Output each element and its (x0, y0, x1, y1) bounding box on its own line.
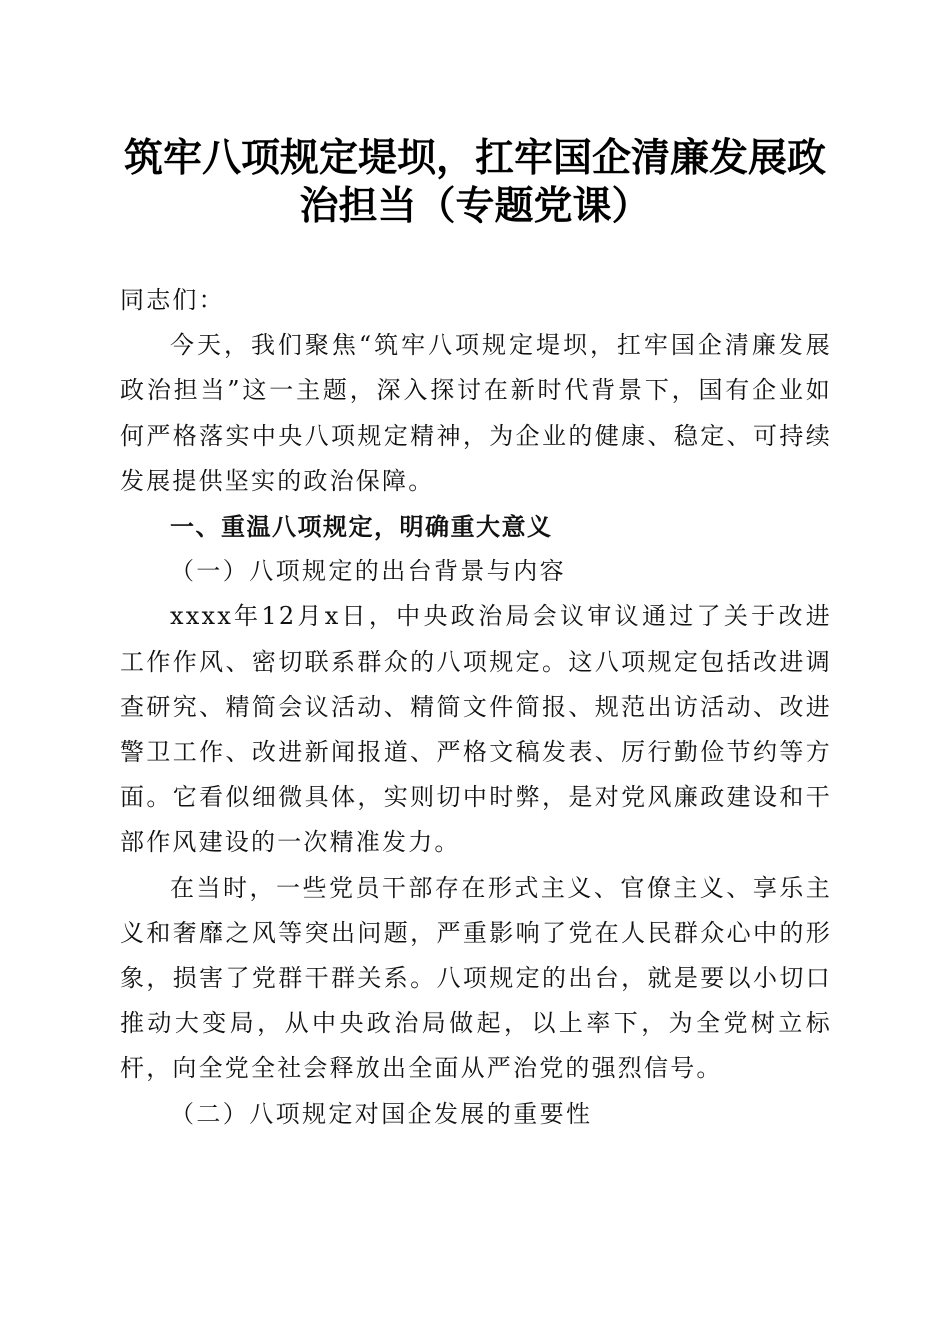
document-title: 筑牢八项规定堤坝，扛牢国企清廉发展政治担当（专题党课） (123, 135, 826, 229)
salutation: 同志们： (120, 286, 225, 314)
subsection-1-heading: （一）八项规定的出台背景与内容 (170, 557, 566, 586)
subsection-1-paragraph-1: xxxx年12月x日，中央政治局会议审议通过了关于改进工作作风、密切联系群众的八项规定。这八项规定包括改进调查研究、精简会议活动、精简文件简报、规范出访活动、改进警卫工作、改进新闻报道、严格文稿发表、厉行勤俭节约等方面。它看似细微具体，实则切中时弊，是对党风廉政建设和干部作风建设的一次精准发力。 (120, 602, 832, 857)
subsection-2-heading: （二）八项规定对国企发展的重要性 (170, 1099, 593, 1128)
document-body (120, 278, 832, 1137)
subsection-1-paragraph-2: 在当时，一些党员干部存在形式主义、官僚主义、享乐主义和奢靡之风等突出问题，严重影响了党在人民群众心中的形象，损害了党群干群关系。八项规定的出台，就是要以小切口推动大变局，从中央政治局做起，以上率下，为全党树立标杆，向全党全社会释放出全面从严治党的强烈信号。 (120, 873, 832, 1083)
section-1-heading: 一、重温八项规定，明确重大意义 (170, 512, 553, 542)
intro-paragraph: 今天，我们聚焦“筑牢八项规定堤坝，扛牢国企清廉发展政治担当”这一主题，深入探讨在新时代背景下，国有企业如何严格落实中央八项规定精神，为企业的健康、稳定、可持续发展提供坚实的政治保障。 (120, 331, 832, 495)
